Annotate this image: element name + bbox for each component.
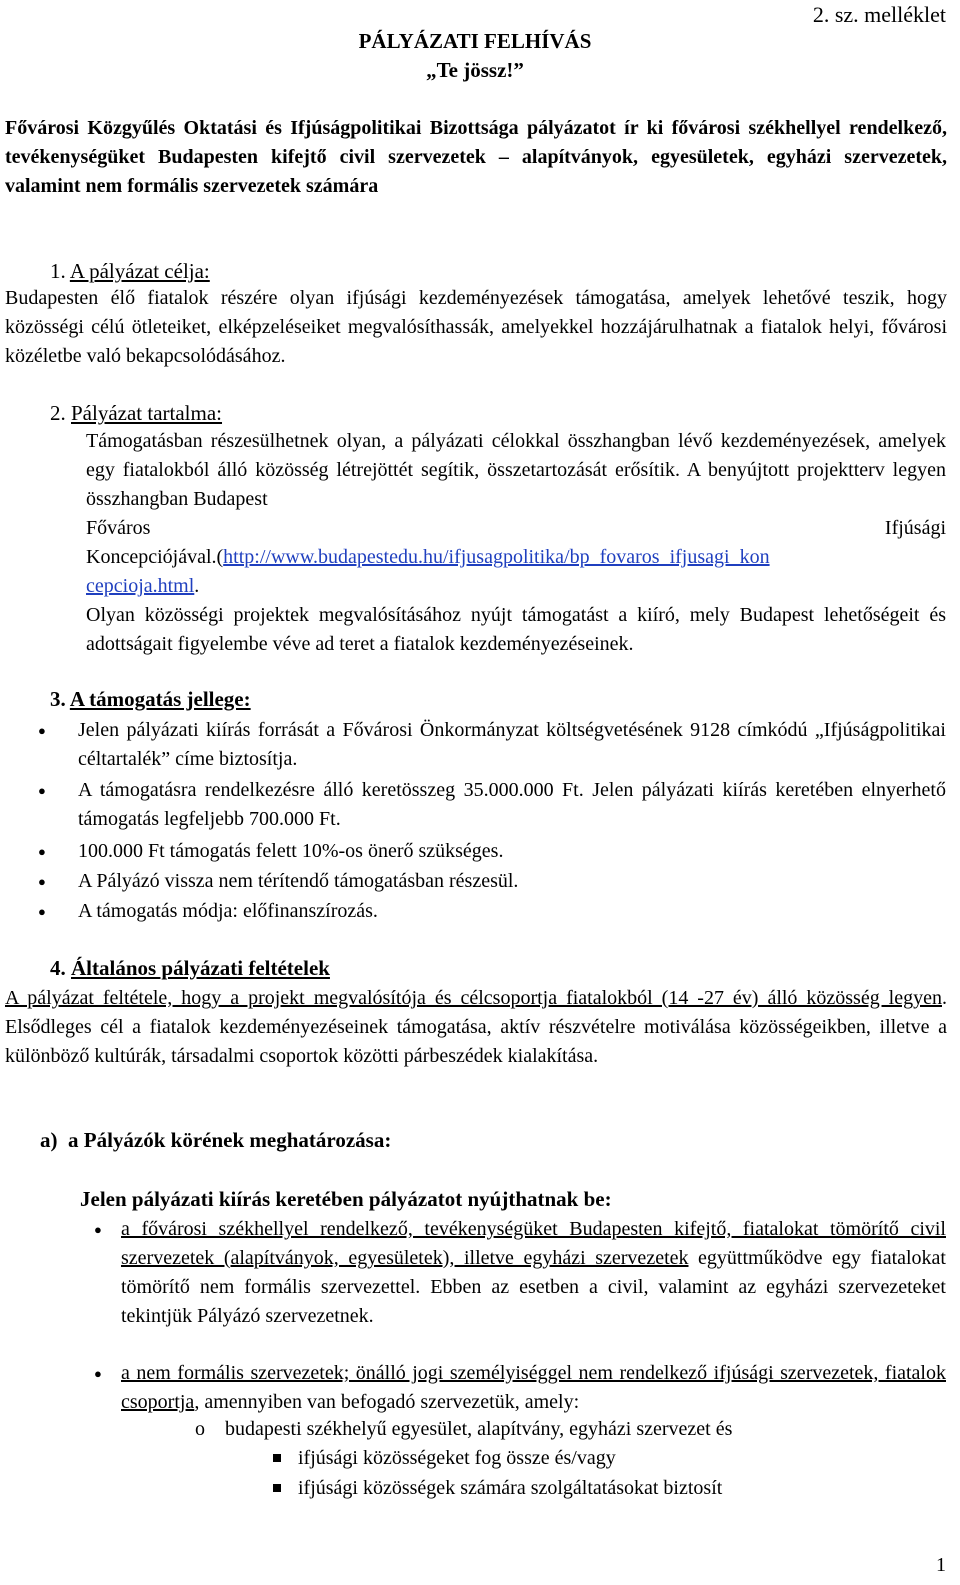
square-bullet-icon: [273, 1454, 281, 1462]
bullet-icon: ●: [38, 904, 46, 919]
applicant-type-2-rest: , amennyiben van befogadó szervezetük, amely:: [194, 1391, 580, 1413]
list-item: A Pályázó vissza nem térítendő támogatásban részesül.: [78, 870, 519, 892]
intro-paragraph: Fővárosi Közgyűlés Oktatási és Ifjúságpolitikai Bizottsága pályázatot ír ki fővárosi székhellyel rendelkező, tevékenységüket Budapesten kifejtő civil szervezetek – alapítványok, egyesületek, egyházi szervezetek, valamint nem formális szervezetek számára: [5, 117, 947, 197]
concept-link-cont[interactable]: cepcioja.html: [86, 575, 195, 597]
circle-bullet-icon: o: [195, 1418, 205, 1440]
page-title: PÁLYÁZATI FELHÍVÁS: [358, 29, 592, 53]
section2-after-link: .: [194, 575, 200, 597]
annex-label: 2. sz. melléklet: [812, 2, 946, 27]
applicant-type-1-rest: együttműködve egy fiatalokat tömörítő nem formális szervezettel. Ebben az esetben a civil, valamint az egyházi szervezeteket tekintjük Pályázó szervezetnek.: [121, 1247, 946, 1327]
section2-heading: [50, 399, 222, 428]
section1-title: A pályázat célja:: [69, 259, 210, 283]
section-a-lead: Jelen pályázati kiírás keretében pályázatot nyújthatnak be:: [80, 1187, 612, 1211]
list-item: [121, 1215, 946, 1331]
section3-title: A támogatás jellege:: [69, 687, 251, 711]
section2-koncepcio: Koncepciójával.(: [86, 546, 224, 568]
section4-rest: . Elsődleges cél a fiatalok kezdeményezéseinek támogatása, aktív részvételre motiválása közösségeikben, illetve a különböző kultúrák, társadalmi csoportok közötti párbeszédek kialakítása.: [5, 987, 947, 1067]
section2-title: Pályázat tartalma:: [71, 401, 223, 425]
page-subtitle: „Te jössz!”: [426, 58, 524, 82]
list-item: budapesti székhelyű egyesület, alapítvány, egyházi szervezet és: [225, 1418, 733, 1440]
section3-number: 3.: [50, 687, 66, 711]
section1-heading: [50, 257, 210, 286]
section-a-marker: a): [40, 1128, 58, 1152]
square-bullet-icon: [273, 1484, 281, 1492]
bullet-icon: ●: [94, 1222, 102, 1237]
section2-para1: Támogatásban részesülhetnek olyan, a pályázati célokkal összhangban lévő kezdeményezések, amelyek egy fiatalokból álló közösség létrejöttét segítik, összetartozását erősítik. A benyújtott projektterv legyen összhangban Budapest: [86, 430, 946, 510]
list-item: Jelen pályázati kiírás forrását a Fővárosi Önkormányzat költségvetésének 9128 címkódú „Ifjúságpolitikai céltartalék” címe biztosítja.: [78, 719, 946, 770]
list-item: 100.000 Ft támogatás felett 10%-os önerő szükséges.: [78, 840, 504, 862]
section4-body: [5, 984, 947, 1071]
concept-link[interactable]: http://www.budapestedu.hu/ifjusagpolitika/bp_fovaros_ifjusagi_kon: [223, 546, 770, 568]
section-a-title: a Pályázók körének meghatározása:: [68, 1128, 392, 1152]
section-a-heading: [40, 1126, 391, 1155]
section4-condition: A pályázat feltétele, hogy a projekt megvalósítója és célcsoportja fiatalokból (14 -27 év) álló közösség legyen: [5, 987, 942, 1009]
bullet-icon: ●: [38, 723, 46, 738]
section2-number: 2.: [50, 401, 66, 425]
applicant-type-2: a nem formális szervezetek; önálló jogi személyiséggel nem rendelkező ifjúsági szervezetek, fiatalok csoportja: [121, 1362, 946, 1413]
list-item: A támogatásra rendelkezésre álló keretösszeg 35.000.000 Ft. Jelen pályázati kiírás keretében elnyerhető támogatás legfeljebb 700.000 Ft.: [78, 779, 946, 830]
bullet-icon: ●: [38, 874, 46, 889]
list-item: ifjúsági közösségeket fog össze és/vagy: [298, 1447, 616, 1469]
list-item: [121, 1359, 946, 1417]
section4-title: Általános pályázati feltételek: [71, 956, 330, 980]
bullet-icon: ●: [38, 844, 46, 859]
section2-para2: Olyan közösségi projektek megvalósításához nyújt támogatást a kiíró, mely Budapest lehetőségeit és adottságait figyelembe véve ad teret a fiatalok kezdeményezéseinek.: [86, 604, 946, 655]
bullet-icon: ●: [38, 783, 46, 798]
section3-heading: [50, 685, 251, 714]
section2-ifjusagi: Ifjúsági: [884, 517, 946, 539]
section2-link-line2: [86, 572, 199, 601]
page-number: 1: [936, 1554, 946, 1576]
section2-fovaros: Főváros: [86, 517, 151, 539]
list-item: A támogatás módja: előfinanszírozás.: [78, 900, 378, 922]
bullet-icon: ●: [94, 1366, 102, 1381]
list-item: ifjúsági közösségek számára szolgáltatásokat biztosít: [298, 1477, 723, 1499]
section1-body: Budapesten élő fiatalok részére olyan ifjúsági kezdeményezések támogatása, amelyek lehetővé teszik, hogy közösségi célú ötleteiket, elképzeléseiket megvalósíthassák, amelyekkel hozzájárulhatnak a fiatalok helyi, fővárosi közéletbe való bekapcsolódásához.: [5, 287, 947, 367]
section1-number: 1.: [50, 259, 66, 283]
section4-number: 4.: [50, 956, 66, 980]
section4-heading: [50, 954, 330, 983]
section2-link-line: [86, 543, 770, 572]
applicant-type-1: a fővárosi székhellyel rendelkező, tevékenységüket Budapesten kifejtő, fiatalokat tömörítő civil szervezetek (alapítványok, egyesületek), illetve egyházi szervezetek: [121, 1218, 946, 1269]
